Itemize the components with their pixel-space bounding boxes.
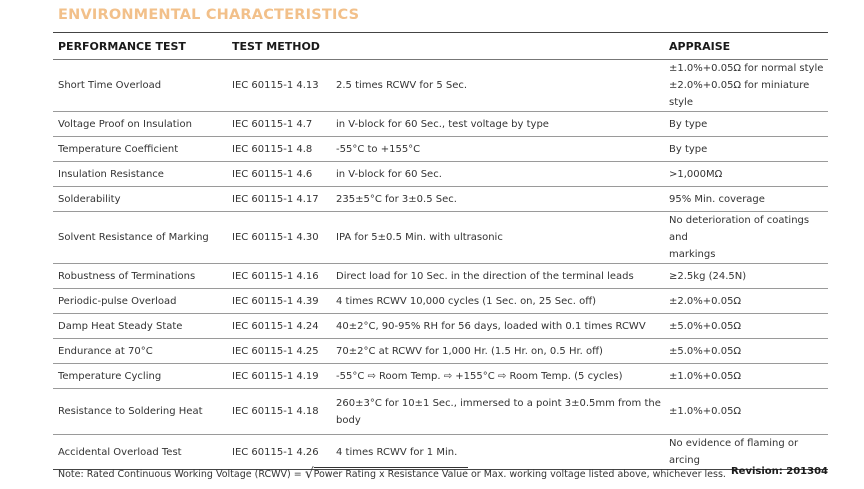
standard-cell: IEC 60115-1 4.17 xyxy=(227,187,331,212)
performance-test-cell: Voltage Proof on Insulation xyxy=(53,112,227,137)
standard-cell: IEC 60115-1 4.7 xyxy=(227,112,331,137)
appraise-line: >1,000MΩ xyxy=(669,168,723,180)
header-performance-test: PERFORMANCE TEST xyxy=(53,33,227,60)
performance-test-cell: Resistance to Soldering Heat xyxy=(53,389,227,435)
appraise-line: ±5.0%+0.05Ω xyxy=(669,345,742,357)
condition-cell: 40±2°C, 90-95% RH for 56 days, loaded with 0.1 times RCWV xyxy=(331,314,664,339)
condition-cell: 4 times RCWV for 1 Min. xyxy=(331,435,664,470)
condition-cell: -55°C to +155°C xyxy=(331,137,664,162)
standard-cell: IEC 60115-1 4.19 xyxy=(227,364,331,389)
standard-cell: IEC 60115-1 4.16 xyxy=(227,264,331,289)
appraise-line: No deterioration of coatings and xyxy=(669,215,810,243)
performance-test-cell: Short Time Overload xyxy=(53,60,227,112)
appraise-cell xyxy=(664,187,828,212)
note-radicand: Power Rating x Resistance Value xyxy=(313,469,468,480)
standard-cell: IEC 60115-1 4.18 xyxy=(227,389,331,435)
table-row xyxy=(53,264,828,289)
revision-label: Revision: 201304 xyxy=(730,466,828,477)
footer-note xyxy=(58,466,828,482)
performance-test-cell: Solvent Resistance of Marking xyxy=(53,212,227,264)
condition-cell: -55°C ⇨ Room Temp. ⇨ +155°C ⇨ Room Temp. (5 cycles) xyxy=(331,364,664,389)
standard-cell: IEC 60115-1 4.8 xyxy=(227,137,331,162)
header-appraise: APPRAISE xyxy=(664,33,828,60)
standard-cell: IEC 60115-1 4.39 xyxy=(227,289,331,314)
standard-cell: IEC 60115-1 4.6 xyxy=(227,162,331,187)
appraise-cell xyxy=(664,339,828,364)
appraise-line: By type xyxy=(669,118,708,130)
standard-cell: IEC 60115-1 4.13 xyxy=(227,60,331,112)
appraise-line: No evidence of flaming or arcing xyxy=(669,438,799,466)
appraise-line: ±2.0%+0.05Ω xyxy=(669,295,742,307)
note-suffix: or Max. working voltage listed above, whichever less. xyxy=(467,469,726,480)
appraise-cell xyxy=(664,162,828,187)
table-row xyxy=(53,137,828,162)
appraise-line: ±1.0%+0.05Ω xyxy=(669,370,742,382)
appraise-cell xyxy=(664,314,828,339)
performance-test-cell: Temperature Coefficient xyxy=(53,137,227,162)
appraise-cell xyxy=(664,212,828,264)
appraise-line: By type xyxy=(669,143,708,155)
performance-test-cell: Temperature Cycling xyxy=(53,364,227,389)
appraise-cell xyxy=(664,364,828,389)
condition-cell: 4 times RCWV 10,000 cycles (1 Sec. on, 25 Sec. off) xyxy=(331,289,664,314)
appraise-cell xyxy=(664,389,828,435)
table-row xyxy=(53,289,828,314)
appraise-line: 95% Min. coverage xyxy=(669,193,765,205)
performance-test-cell: Damp Heat Steady State xyxy=(53,314,227,339)
table-row xyxy=(53,435,828,470)
table-row xyxy=(53,187,828,212)
condition-cell: IPA for 5±0.5 Min. with ultrasonic xyxy=(331,212,664,264)
note-prefix: Note: Rated Continuous Working Voltage (RCWV) = xyxy=(58,469,302,480)
appraise-cell xyxy=(664,435,828,470)
performance-test-cell: Robustness of Terminations xyxy=(53,264,227,289)
appraise-cell xyxy=(664,112,828,137)
environmental-characteristics-table xyxy=(53,32,828,470)
table-row xyxy=(53,314,828,339)
standard-cell: IEC 60115-1 4.30 xyxy=(227,212,331,264)
condition-cell: Direct load for 10 Sec. in the direction of the terminal leads xyxy=(331,264,664,289)
appraise-cell xyxy=(664,60,828,112)
table-row xyxy=(53,339,828,364)
performance-test-cell: Endurance at 70°C xyxy=(53,339,227,364)
appraise-line: ≥2.5kg (24.5N) xyxy=(669,270,747,282)
standard-cell: IEC 60115-1 4.26 xyxy=(227,435,331,470)
appraise-line: ±5.0%+0.05Ω xyxy=(669,320,742,332)
condition-cell: 260±3°C for 10±1 Sec., immersed to a point 3±0.5mm from the body xyxy=(331,389,664,435)
condition-cell: 235±5°C for 3±0.5 Sec. xyxy=(331,187,664,212)
performance-test-cell: Accidental Overload Test xyxy=(53,435,227,470)
appraise-line: ±2.0%+0.05Ω for miniature style xyxy=(669,80,810,108)
table-row xyxy=(53,212,828,264)
appraise-line: markings xyxy=(669,249,716,260)
condition-cell: 70±2°C at RCWV for 1,000 Hr. (1.5 Hr. on, 0.5 Hr. off) xyxy=(331,339,664,364)
appraise-cell xyxy=(664,264,828,289)
standard-cell: IEC 60115-1 4.25 xyxy=(227,339,331,364)
table-row xyxy=(53,112,828,137)
condition-cell: 2.5 times RCWV for 5 Sec. xyxy=(331,60,664,112)
table-header-row xyxy=(53,33,828,60)
performance-test-cell: Insulation Resistance xyxy=(53,162,227,187)
table-row xyxy=(53,60,828,112)
table-row xyxy=(53,162,828,187)
appraise-line: ±1.0%+0.05Ω xyxy=(669,406,742,417)
performance-test-cell: Solderability xyxy=(53,187,227,212)
table-row xyxy=(53,364,828,389)
square-root-icon: √ xyxy=(304,466,314,482)
performance-test-cell: Periodic-pulse Overload xyxy=(53,289,227,314)
section-title: ENVIRONMENTAL CHARACTERISTICS xyxy=(58,7,360,23)
appraise-cell xyxy=(664,137,828,162)
appraise-cell xyxy=(664,289,828,314)
standard-cell: IEC 60115-1 4.24 xyxy=(227,314,331,339)
table-row xyxy=(53,389,828,435)
condition-cell: in V-block for 60 Sec., test voltage by type xyxy=(331,112,664,137)
appraise-line: ±1.0%+0.05Ω for normal style xyxy=(669,63,824,74)
condition-cell: in V-block for 60 Sec. xyxy=(331,162,664,187)
header-test-method: TEST METHOD xyxy=(227,33,664,60)
